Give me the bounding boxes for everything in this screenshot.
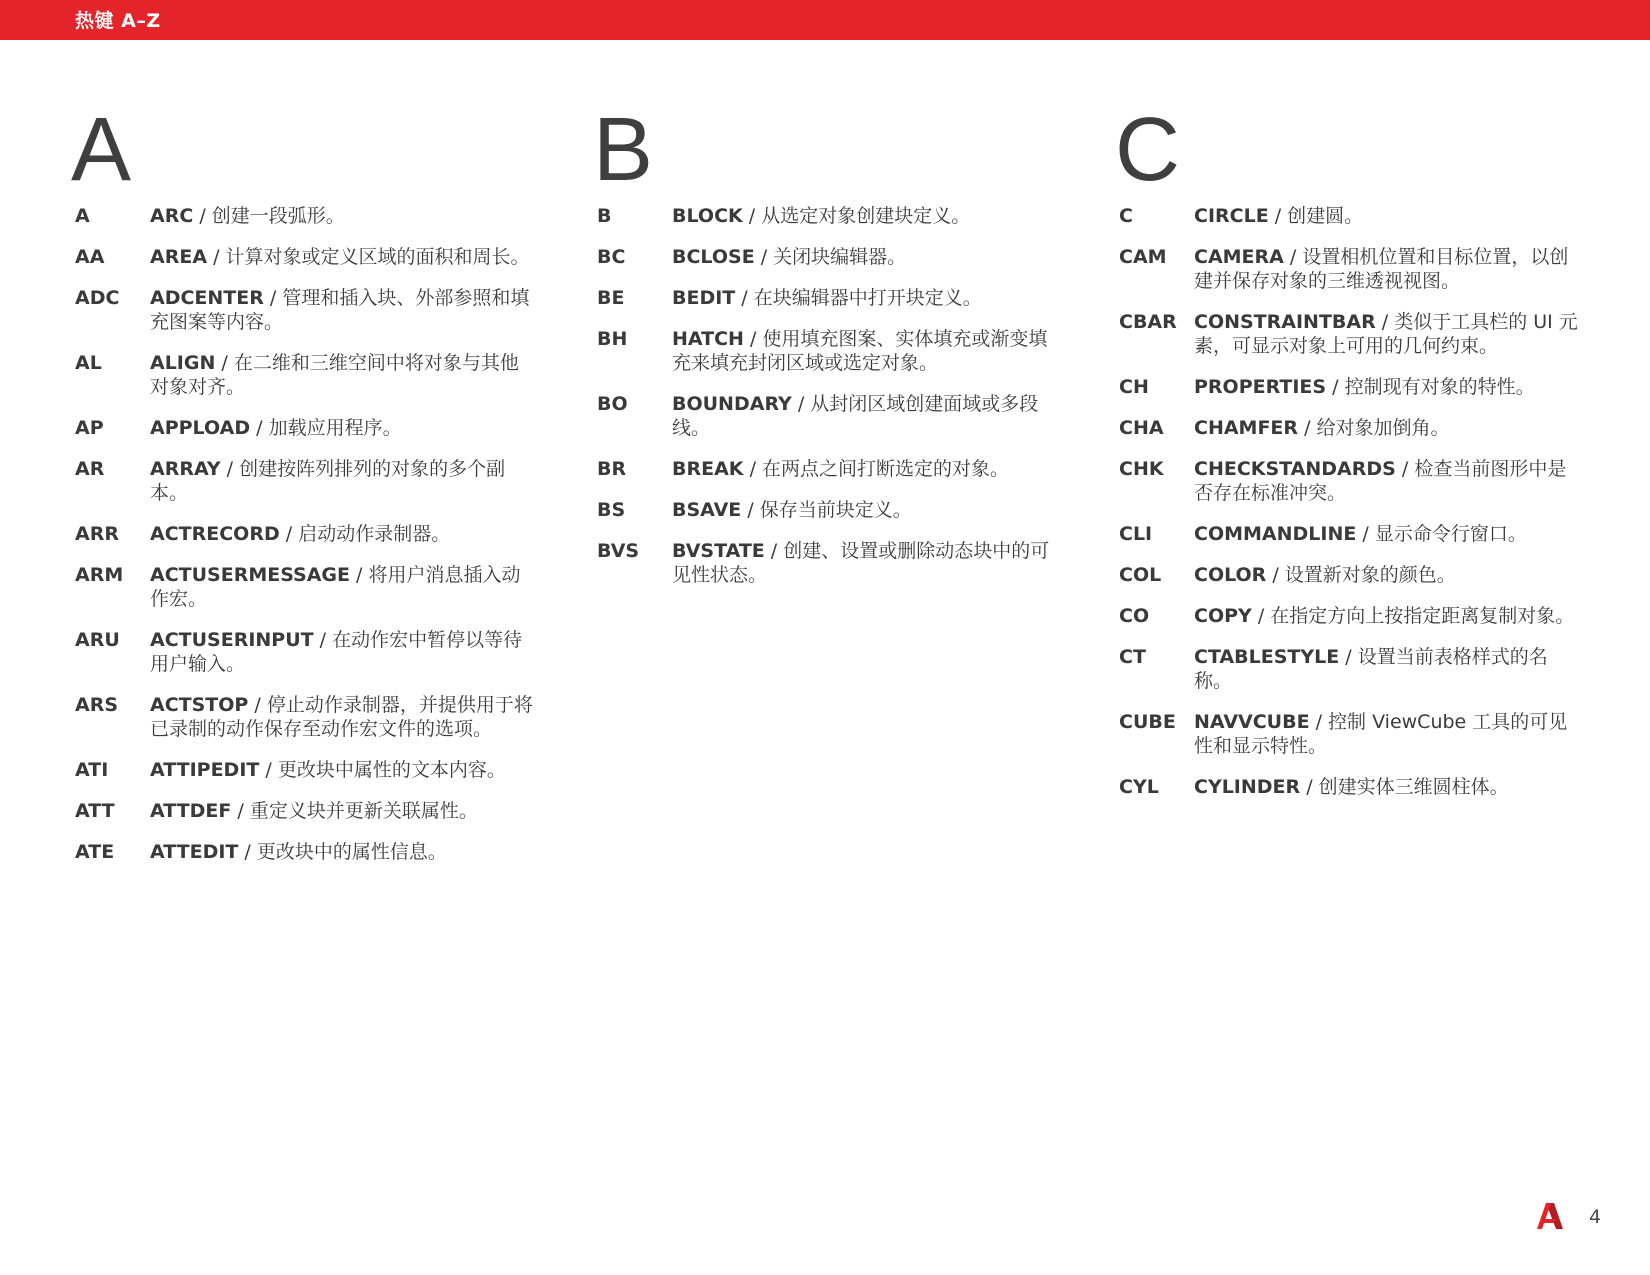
command-name: BCLOSE xyxy=(672,246,755,268)
shortcut-description xyxy=(672,327,1057,375)
section-letter: A xyxy=(71,100,132,200)
command-name: BOUNDARY xyxy=(672,393,792,415)
command-description: 给对象加倒角。 xyxy=(1316,417,1450,439)
command-separator: / xyxy=(743,328,763,350)
shortcut-entry xyxy=(75,799,535,823)
shortcut-description xyxy=(150,693,535,741)
command-name: ATTEDIT xyxy=(150,841,239,863)
shortcut-alias: B xyxy=(597,205,612,227)
command-description: 检查当前图形中是否存在标准冲突。 xyxy=(1194,458,1567,504)
command-description: 加载应用程序。 xyxy=(268,417,402,439)
section-column-b xyxy=(593,100,1057,604)
section-column-a xyxy=(71,100,535,881)
command-description: 显示命令行窗口。 xyxy=(1374,523,1527,545)
command-separator: / xyxy=(791,393,811,415)
shortcut-description xyxy=(1194,645,1579,693)
page-title: 热键 A–Z xyxy=(75,10,161,32)
shortcut-alias: BC xyxy=(597,246,626,268)
shortcut-alias: CAM xyxy=(1119,246,1167,268)
command-description: 关闭块编辑器。 xyxy=(773,246,907,268)
shortcut-entry xyxy=(75,457,535,505)
command-description: 在两点之间打断选定的对象。 xyxy=(762,458,1010,480)
command-name: ACTUSERMESSAGE xyxy=(150,564,351,586)
command-name: ARRAY xyxy=(150,458,221,480)
command-description: 重定义块并更新关联属性。 xyxy=(249,800,478,822)
command-name: CIRCLE xyxy=(1194,205,1269,227)
shortcut-entry xyxy=(75,351,535,399)
command-name: APPLOAD xyxy=(150,417,251,439)
command-name: CHAMFER xyxy=(1194,417,1299,439)
command-name: BEDIT xyxy=(672,287,736,309)
command-name: NAVVCUBE xyxy=(1194,711,1310,733)
shortcut-alias: ARR xyxy=(75,523,119,545)
command-description: 停止动作录制器，并提供用于将已录制的动作保存至动作宏文件的选项。 xyxy=(150,694,533,740)
shortcut-entry xyxy=(75,693,535,741)
command-separator: / xyxy=(250,417,269,439)
command-name: CONSTRAINTBAR xyxy=(1194,311,1376,333)
command-name: BSAVE xyxy=(672,499,742,521)
shortcut-entry xyxy=(1119,604,1579,628)
shortcut-alias: BVS xyxy=(597,540,640,562)
command-description: 创建圆。 xyxy=(1287,205,1364,227)
shortcut-alias: A xyxy=(75,205,90,227)
shortcut-alias: CYL xyxy=(1119,776,1159,798)
command-name: COMMANDLINE xyxy=(1194,523,1357,545)
shortcut-entry xyxy=(75,204,535,228)
command-description: 管理和插入块、外部参照和填充图案等内容。 xyxy=(150,287,530,333)
command-separator: / xyxy=(742,205,762,227)
shortcut-alias: CT xyxy=(1119,646,1146,668)
command-description: 设置相机位置和目标位置，以创建并保存对象的三维透视视图。 xyxy=(1194,246,1569,292)
command-separator: / xyxy=(1395,458,1415,480)
command-separator: / xyxy=(1339,646,1358,668)
shortcut-description xyxy=(1194,457,1579,505)
shortcut-entry xyxy=(1119,245,1579,293)
shortcut-alias: ARS xyxy=(75,694,119,716)
shortcut-entry xyxy=(75,840,535,864)
shortcut-alias: CHK xyxy=(1119,458,1164,480)
command-separator: / xyxy=(1298,417,1317,439)
command-description: 使用填充图案、实体填充或渐变填充来填充封闭区域或选定对象。 xyxy=(672,328,1048,374)
shortcut-alias: CLI xyxy=(1119,523,1153,545)
shortcut-description xyxy=(150,799,535,823)
shortcut-entry xyxy=(1119,522,1579,546)
command-description: 保存当前块定义。 xyxy=(759,499,912,521)
shortcut-alias: BO xyxy=(597,393,628,415)
shortcut-entry xyxy=(597,204,1057,228)
command-separator: / xyxy=(215,352,234,374)
shortcut-entry xyxy=(75,758,535,782)
shortcut-alias: ARU xyxy=(75,629,120,651)
command-description: 将用户消息插入动作宏。 xyxy=(150,564,521,610)
shortcut-entry xyxy=(1119,645,1579,693)
command-name: ACTRECORD xyxy=(150,523,280,545)
command-separator: / xyxy=(1309,711,1329,733)
shortcut-alias: CUBE xyxy=(1119,711,1176,733)
shortcut-alias: ARM xyxy=(75,564,124,586)
command-separator: / xyxy=(735,287,754,309)
shortcut-description xyxy=(150,204,535,228)
command-name: BLOCK xyxy=(672,205,743,227)
section-column-c xyxy=(1115,100,1579,816)
shortcut-entry xyxy=(597,457,1057,481)
command-name: COPY xyxy=(1194,605,1252,627)
command-description: 创建一段弧形。 xyxy=(211,205,345,227)
shortcut-description xyxy=(1194,204,1579,228)
shortcut-alias: ATT xyxy=(75,800,115,822)
shortcut-entry xyxy=(597,539,1057,587)
command-description: 从选定对象创建块定义。 xyxy=(761,205,971,227)
command-separator: / xyxy=(1375,311,1395,333)
shortcut-alias: AL xyxy=(75,352,102,374)
shortcut-description xyxy=(150,522,535,546)
command-description: 创建、设置或删除动态块中的可见性状态。 xyxy=(672,540,1050,586)
command-description: 在指定方向上按指定距离复制对象。 xyxy=(1270,605,1575,627)
command-description: 启动动作录制器。 xyxy=(298,523,451,545)
command-separator: / xyxy=(263,287,283,309)
shortcut-description xyxy=(150,351,535,399)
shortcut-description xyxy=(1194,604,1579,628)
command-separator: / xyxy=(313,629,333,651)
shortcut-entry xyxy=(1119,775,1579,799)
shortcut-entry xyxy=(1119,710,1579,758)
command-separator: / xyxy=(248,694,267,716)
shortcut-entry xyxy=(1119,310,1579,358)
command-separator: / xyxy=(1300,776,1319,798)
command-description: 更改块中的属性信息。 xyxy=(256,841,447,863)
command-separator: / xyxy=(231,800,250,822)
command-name: BREAK xyxy=(672,458,744,480)
shortcut-entry xyxy=(75,522,535,546)
command-name: COLOR xyxy=(1194,564,1267,586)
shortcut-entry xyxy=(1119,204,1579,228)
command-name: AREA xyxy=(150,246,208,268)
shortcut-description xyxy=(1194,416,1579,440)
command-description: 设置当前表格样式的名称。 xyxy=(1194,646,1548,692)
command-separator: / xyxy=(1283,246,1303,268)
command-name: ATTIPEDIT xyxy=(150,759,260,781)
command-separator: / xyxy=(754,246,774,268)
command-description: 创建实体三维圆柱体。 xyxy=(1318,776,1509,798)
command-description: 在块编辑器中打开块定义。 xyxy=(753,287,982,309)
command-description: 在二维和三维空间中将对象与其他对象对齐。 xyxy=(150,352,519,398)
shortcut-description xyxy=(150,563,535,611)
shortcut-description xyxy=(1194,375,1579,399)
shortcut-entry xyxy=(1119,375,1579,399)
shortcut-description xyxy=(1194,710,1579,758)
command-separator: / xyxy=(764,540,784,562)
shortcut-description xyxy=(1194,775,1579,799)
shortcut-alias: BH xyxy=(597,328,628,350)
command-separator: / xyxy=(1268,205,1288,227)
shortcut-description xyxy=(150,416,535,440)
shortcut-alias: COL xyxy=(1119,564,1162,586)
shortcut-entry xyxy=(75,563,535,611)
shortcut-description xyxy=(150,286,535,334)
command-name: CTABLESTYLE xyxy=(1194,646,1340,668)
shortcut-alias: ATE xyxy=(75,841,115,863)
command-separator: / xyxy=(193,205,212,227)
command-name: ADCENTER xyxy=(150,287,264,309)
shortcut-description xyxy=(150,245,535,269)
header-bar xyxy=(0,0,1650,40)
command-separator: / xyxy=(350,564,369,586)
shortcut-entry xyxy=(1119,416,1579,440)
shortcut-description xyxy=(150,758,535,782)
shortcut-description xyxy=(150,457,535,505)
command-separator: / xyxy=(238,841,257,863)
section-letter: B xyxy=(593,100,654,200)
shortcut-alias: AR xyxy=(75,458,105,480)
command-separator: / xyxy=(1266,564,1285,586)
shortcut-description xyxy=(150,628,535,676)
shortcut-description xyxy=(672,498,1057,522)
shortcut-entry xyxy=(75,628,535,676)
shortcut-description xyxy=(672,286,1057,310)
command-description: 从封闭区域创建面域或多段线。 xyxy=(672,393,1039,439)
command-name: ACTSTOP xyxy=(150,694,249,716)
command-name: BVSTATE xyxy=(672,540,765,562)
section-letter: C xyxy=(1115,100,1180,200)
command-separator: / xyxy=(741,499,760,521)
command-name: CHECKSTANDARDS xyxy=(1194,458,1396,480)
shortcut-entry xyxy=(597,392,1057,440)
command-separator: / xyxy=(743,458,763,480)
command-separator: / xyxy=(1251,605,1271,627)
command-name: CAMERA xyxy=(1194,246,1284,268)
command-separator: / xyxy=(207,246,226,268)
shortcut-entry xyxy=(597,498,1057,522)
command-description: 控制 ViewCube 工具的可见性和显示特性。 xyxy=(1194,711,1568,757)
command-name: ARC xyxy=(150,205,194,227)
shortcut-description xyxy=(1194,310,1579,358)
shortcut-description xyxy=(672,392,1057,440)
command-separator: / xyxy=(259,759,278,781)
shortcut-alias: AA xyxy=(75,246,105,268)
autocad-logo-icon xyxy=(1537,1202,1563,1230)
shortcut-alias: CH xyxy=(1119,376,1149,398)
command-separator: / xyxy=(279,523,299,545)
command-description: 计算对象或定义区域的面积和周长。 xyxy=(225,246,530,268)
shortcut-entry xyxy=(1119,457,1579,505)
command-separator: / xyxy=(1356,523,1375,545)
command-name: ACTUSERINPUT xyxy=(150,629,314,651)
shortcut-alias: CBAR xyxy=(1119,311,1177,333)
command-separator: / xyxy=(1326,376,1345,398)
shortcut-alias: ADC xyxy=(75,287,120,309)
shortcut-entry xyxy=(597,286,1057,310)
command-description: 类似于工具栏的 UI 元素，可显示对象上可用的几何约束。 xyxy=(1194,311,1578,357)
shortcut-alias: BE xyxy=(597,287,625,309)
page-number: 4 xyxy=(1589,1206,1602,1228)
shortcut-description xyxy=(1194,245,1579,293)
command-name: ATTDEF xyxy=(150,800,232,822)
command-description: 在动作宏中暂停以等待用户输入。 xyxy=(150,629,523,675)
command-name: HATCH xyxy=(672,328,744,350)
command-description: 更改块中属性的文本内容。 xyxy=(277,759,506,781)
shortcut-description xyxy=(1194,563,1579,587)
command-separator: / xyxy=(220,458,240,480)
shortcut-alias: CHA xyxy=(1119,417,1164,439)
shortcut-entry xyxy=(597,327,1057,375)
command-description: 控制现有对象的特性。 xyxy=(1344,376,1535,398)
command-name: ALIGN xyxy=(150,352,216,374)
shortcut-entry xyxy=(75,245,535,269)
shortcut-alias: BS xyxy=(597,499,626,521)
shortcut-alias: BR xyxy=(597,458,627,480)
shortcut-alias: ATI xyxy=(75,759,109,781)
shortcut-entry xyxy=(597,245,1057,269)
shortcut-entry xyxy=(75,286,535,334)
shortcut-description xyxy=(150,840,535,864)
command-description: 创建按阵列排列的对象的多个副本。 xyxy=(150,458,506,504)
shortcut-alias: C xyxy=(1119,205,1133,227)
shortcut-entry xyxy=(75,416,535,440)
shortcut-description xyxy=(1194,522,1579,546)
shortcut-description xyxy=(672,245,1057,269)
shortcut-alias: CO xyxy=(1119,605,1150,627)
command-name: PROPERTIES xyxy=(1194,376,1327,398)
command-description: 设置新对象的颜色。 xyxy=(1284,564,1456,586)
command-name: CYLINDER xyxy=(1194,776,1301,798)
shortcut-description xyxy=(672,204,1057,228)
shortcut-description xyxy=(672,539,1057,587)
shortcut-entry xyxy=(1119,563,1579,587)
shortcut-alias: AP xyxy=(75,417,104,439)
shortcut-description xyxy=(672,457,1057,481)
